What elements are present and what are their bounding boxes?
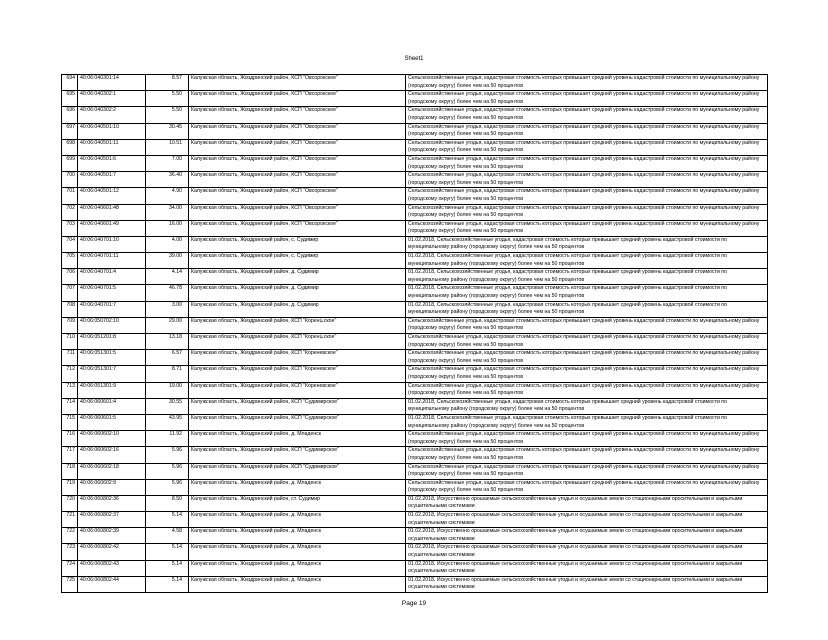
area-cell: 29.00 [146,317,189,333]
cadastral-number-cell: 40:06:040701:10 [78,236,146,252]
cadastral-number-cell: 40:06:040601:49 [78,220,146,236]
table-row [62,495,768,511]
cadastral-number-cell: 40:06:051301:7 [78,366,146,382]
address-cell: Калужская область, Жиздринский район, КСП "Судимирское" [189,414,406,430]
table-body [62,75,768,593]
row-number-cell: 717 [62,447,78,463]
address-cell: Калужская область, Жиздринский район, д. Судимир [189,285,406,301]
row-number-cell: 706 [62,269,78,285]
table-row [62,398,768,414]
row-number-cell: 719 [62,479,78,495]
cadastral-number-cell: 40:06:051201:8 [78,334,146,350]
cadastral-number-cell: 40:06:040302:2 [78,107,146,123]
area-cell: 10.51 [146,139,189,155]
cadastral-number-cell: 40:06:060602:16 [78,447,146,463]
cadastral-number-cell: 40:06:060802:44 [78,576,146,592]
area-cell: 4.00 [146,236,189,252]
row-number-cell: 725 [62,576,78,592]
area-cell: 6.57 [146,350,189,366]
row-number-cell: 721 [62,512,78,528]
table-row [62,544,768,560]
row-number-cell: 723 [62,544,78,560]
address-cell: Калужская область, Жиздринский район, КСП "Коренևское" [189,317,406,333]
area-cell: 7.00 [146,155,189,171]
cadastral-number-cell: 40:06:060802:37 [78,512,146,528]
area-cell: 5.14 [146,576,189,592]
land-use-cell: 01.02.2018, Сельскохозяйственные угодья, кадастровая стоимость которых превышает средний уровень кадастровой стоимости по муниципальному району (городскому округу) более чем на 50 процентов [406,253,768,269]
land-use-cell: Сельскохозяйственные угодья, кадастровая стоимость которых превышает средний уровень кадастровой стоимости по муниципальному району (городскому округу) более чем на 50 процентов [406,123,768,139]
cadastral-number-cell: 40:06:060802:36 [78,495,146,511]
address-cell: Калужская область, Жиздринский район, ст. Судимир [189,495,406,511]
table-row [62,91,768,107]
land-use-cell: 01.02.2018, Сельскохозяйственные угодья, кадастровая стоимость которых превышает средний уровень кадастровой стоимости по муниципальному району (городскому округу) более чем на 50 процентов [406,269,768,285]
row-number-cell: 710 [62,334,78,350]
cadastral-number-cell: 40:06:040701:5 [78,285,146,301]
land-use-cell: Сельскохозяйственные угодья, кадастровая стоимость которых превышает средний уровень кадастровой стоимости по муниципальному району (городскому округу) более чем на 50 процентов [406,188,768,204]
land-use-cell: 01.02.2018, Сельскохозяйственные угодья, кадастровая стоимость которых превышает средний уровень кадастровой стоимости по муниципальному району (городскому округу) более чем на 50 процентов [406,301,768,317]
address-cell: Калужская область, Жиздринский район, д. Младенск [189,544,406,560]
area-cell: 43.95 [146,414,189,430]
table-row [62,382,768,398]
land-use-cell: 01.02.2018, Сельскохозяйственные угодья, кадастровая стоимость которых превышает средний уровень кадастровой стоимости по муниципальному району (городскому округу) более чем на 50 процентов [406,398,768,414]
area-cell: 8.57 [146,75,189,91]
land-use-cell: 01.02.2018, Искусственно орошаемые сельскохозяйственные угодья и осушаемые земли со стационарными оросительными и закрытыми осушительными системами [406,576,768,592]
land-use-cell: Сельскохозяйственные угодья, кадастровая стоимость которых превышает средний уровень кадастровой стоимости по муниципальному району (городскому округу) более чем на 50 процентов [406,334,768,350]
table-row [62,512,768,528]
area-cell: 11.92 [146,431,189,447]
row-number-cell: 714 [62,398,78,414]
land-use-cell: 01.02.2018, Сельскохозяйственные угодья, кадастровая стоимость которых превышает средний уровень кадастровой стоимости по муниципальному району (городскому округу) более чем на 50 процентов [406,285,768,301]
address-cell: Калужская область, Жиздринский район, д. Младенск [189,576,406,592]
address-cell: Калужская область, Жиздринский район, д. Младенск [189,479,406,495]
cadastral-number-cell: 40:06:060602:9 [78,479,146,495]
table-row [62,431,768,447]
table-row [62,350,768,366]
area-cell: 8.71 [146,366,189,382]
row-number-cell: 699 [62,155,78,171]
address-cell: Калужская область, Жиздринский район, КСП "Овсорокское" [189,155,406,171]
address-cell: Калужская область, Жиздринский район, КСП "Кореневское" [189,366,406,382]
row-number-cell: 715 [62,414,78,430]
cadastral-number-cell: 40:06:040501:10 [78,123,146,139]
land-use-cell: Сельскохозяйственные угодья, кадастровая стоимость которых превышает средний уровень кадастровой стоимости по муниципальному району (городскому округу) более чем на 50 процентов [406,479,768,495]
area-cell: 19.00 [146,382,189,398]
address-cell: Калужская область, Жиздринский район, КСП "Овсорокское" [189,107,406,123]
table-row [62,123,768,139]
land-use-cell: Сельскохозяйственные угодья, кадастровая стоимость которых превышает средний уровень кадастровой стоимости по муниципальному району (городскому округу) более чем на 50 процентов [406,204,768,220]
land-use-cell: Сельскохозяйственные угодья, кадастровая стоимость которых превышает средний уровень кадастровой стоимости по муниципальному району (городскому округу) более чем на 50 процентов [406,107,768,123]
area-cell: 5.96 [146,463,189,479]
cadastral-number-cell: 40:06:060601:4 [78,398,146,414]
row-number-cell: 694 [62,75,78,91]
land-use-cell: Сельскохозяйственные угодья, кадастровая стоимость которых превышает средний уровень кадастровой стоимости по муниципальному району (городскому округу) более чем на 50 процентов [406,220,768,236]
area-cell: 8.50 [146,495,189,511]
address-cell: Калужская область, Жиздринский район, д. Судимир [189,269,406,285]
area-cell: 4.90 [146,188,189,204]
cadastral-number-cell: 40:06:040701:4 [78,269,146,285]
address-cell: Калужская область, Жиздринский район, КСП "Овсорокское" [189,75,406,91]
address-cell: Калужская область, Жиздринский район, КСП "Кореневское" [189,382,406,398]
area-cell: 5.14 [146,512,189,528]
table-row [62,220,768,236]
cadastral-number-cell: 40:06:040701:7 [78,301,146,317]
cadastral-number-cell: 40:06:040302:1 [78,91,146,107]
cadastral-number-cell: 40:06:050702:10 [78,317,146,333]
land-use-cell: Сельскохозяйственные угодья, кадастровая стоимость которых превышает средний уровень кадастровой стоимости по муниципальному району (городскому округу) более чем на 50 процентов [406,382,768,398]
row-number-cell: 709 [62,317,78,333]
area-cell: 46.78 [146,285,189,301]
row-number-cell: 696 [62,107,78,123]
data-table [61,74,768,593]
area-cell: 5.50 [146,91,189,107]
table-row [62,75,768,91]
table-row [62,188,768,204]
area-cell: 5.96 [146,447,189,463]
address-cell: Калужская область, Жиздринский район, с. Судимир [189,236,406,252]
area-cell: 30.55 [146,398,189,414]
table-row [62,334,768,350]
row-number-cell: 700 [62,172,78,188]
area-cell: 16.00 [146,220,189,236]
address-cell: Калужская область, Жиздринский район, КСП "Овсорокское" [189,188,406,204]
row-number-cell: 712 [62,366,78,382]
address-cell: Калужская область, Жиздринский район, КСП "Овсорокское" [189,220,406,236]
table-row [62,463,768,479]
land-use-cell: 01.02.2018, Искусственно орошаемые сельскохозяйственные угодья и осушаемые земли со стационарными оросительными и закрытыми осушительными системами [406,560,768,576]
row-number-cell: 718 [62,463,78,479]
row-number-cell: 722 [62,528,78,544]
land-use-cell: Сельскохозяйственные угодья, кадастровая стоимость которых превышает средний уровень кадастровой стоимости по муниципальному району (городскому округу) более чем на 50 процентов [406,350,768,366]
cadastral-number-cell: 40:06:040501:12 [78,188,146,204]
area-cell: 3.00 [146,301,189,317]
land-use-cell: 01.02.2018, Сельскохозяйственные угодья, кадастровая стоимость которых превышает средний уровень кадастровой стоимости по муниципальному району (городскому округу) более чем на 50 процентов [406,236,768,252]
table-row [62,269,768,285]
row-number-cell: 711 [62,350,78,366]
address-cell: Калужская область, Жиздринский район, КСП "Овсорокское" [189,139,406,155]
cadastral-number-cell: 40:06:040501:11 [78,139,146,155]
page-number: Page 19 [401,600,427,607]
cadastral-number-cell: 40:06:060802:39 [78,528,146,544]
address-cell: Калужская область, Жиздринский район, КСП "Овсорокское" [189,204,406,220]
row-number-cell: 703 [62,220,78,236]
cadastral-number-cell: 40:06:060602:10 [78,431,146,447]
row-number-cell: 707 [62,285,78,301]
table-row [62,414,768,430]
address-cell: Калужская область, Жиздринский район, д. Младенск [189,431,406,447]
table-row [62,172,768,188]
cadastral-number-cell: 40:06:060802:42 [78,544,146,560]
table-row [62,204,768,220]
cadastral-number-cell: 40:06:060802:43 [78,560,146,576]
row-number-cell: 702 [62,204,78,220]
cadastral-number-cell: 40:06:040601:48 [78,204,146,220]
address-cell: Калужская область, Жиздринский район, КСП "Овсорокское" [189,172,406,188]
address-cell: Калужская область, Жиздринский район, КСП "Овсорокское" [189,123,406,139]
area-cell: 4.58 [146,528,189,544]
address-cell: Калужская область, Жиздринский район, КСП "Коренևское" [189,334,406,350]
land-use-cell: Сельскохозяйственные угодья, кадастровая стоимость которых превышает средний уровень кадастровой стоимости по муниципальному району (городскому округу) более чем на 50 процентов [406,91,768,107]
area-cell: 39.00 [146,253,189,269]
address-cell: Калужская область, Жиздринский район, д. Младенск [189,528,406,544]
land-use-cell: Сельскохозяйственные угодья, кадастровая стоимость которых превышает средний уровень кадастровой стоимости по муниципальному району (городскому округу) более чем на 50 процентов [406,366,768,382]
table-row [62,479,768,495]
address-cell: Калужская область, Жиздринский район, д. Судимир [189,301,406,317]
sheet-title: Sheet1 [404,56,424,62]
row-number-cell: 713 [62,382,78,398]
address-cell: Калужская область, Жиздринский район, КСП "Кореневское" [189,350,406,366]
table-row [62,107,768,123]
land-use-cell: 01.02.2018, Искусственно орошаемые сельскохозяйственные угодья и осушаемые земли со стационарными оросительными и закрытыми осушительными системами [406,528,768,544]
land-use-cell: Сельскохозяйственные угодья, кадастровая стоимость которых превышает средний уровень кадастровой стоимости по муниципальному району (городскому округу) более чем на 50 процентов [406,463,768,479]
address-cell: Калужская область, Жиздринский район, д. Младенск [189,512,406,528]
row-number-cell: 701 [62,188,78,204]
address-cell: Калужская область, Жиздринский район, с. Судимир [189,253,406,269]
address-cell: Калужская область, Жиздринский район, д. Младенск [189,560,406,576]
row-number-cell: 708 [62,301,78,317]
row-number-cell: 704 [62,236,78,252]
area-cell: 36.40 [146,172,189,188]
land-use-cell: Сельскохозяйственные угодья, кадастровая стоимость которых превышает средний уровень кадастровой стоимости по муниципальному району (городскому округу) более чем на 50 процентов [406,447,768,463]
cadastral-number-cell: 40:06:040501:7 [78,172,146,188]
land-use-cell: Сельскохозяйственные угодья, кадастровая стоимость которых превышает средний уровень кадастровой стоимости по муниципальному району (городскому округу) более чем на 50 процентов [406,139,768,155]
table-row [62,366,768,382]
table-row [62,285,768,301]
row-number-cell: 695 [62,91,78,107]
land-use-cell: 01.02.2018, Искусственно орошаемые сельскохозяйственные угодья и осушаемые земли со стационарными оросительными и закрытыми осушительными системами [406,544,768,560]
area-cell: 4.14 [146,269,189,285]
row-number-cell: 705 [62,253,78,269]
table-row [62,139,768,155]
table-row [62,155,768,171]
land-use-cell: Сельскохозяйственные угодья, кадастровая стоимость которых превышает средний уровень кадастровой стоимости по муниципальному району (городскому округу) более чем на 50 процентов [406,155,768,171]
row-number-cell: 716 [62,431,78,447]
land-use-cell: 01.02.2018, Сельскохозяйственные угодья, кадастровая стоимость которых превышает средний уровень кадастровой стоимости по муниципальному району (городскому округу) более чем на 50 процентов [406,414,768,430]
land-use-cell: 01.02.2018, Искусственно орошаемые сельскохозяйственные угодья и осушаемые земли со стационарными оросительными и закрытыми осушительными системами [406,495,768,511]
cadastral-number-cell: 40:06:040501:6 [78,155,146,171]
cadastral-number-cell: 40:06:051301:5 [78,350,146,366]
land-use-cell: Сельскохозяйственные угодья, кадастровая стоимость которых превышает средний уровень кадастровой стоимости по муниципальному району (городскому округу) более чем на 50 процентов [406,75,768,91]
area-cell: 34.00 [146,204,189,220]
address-cell: Калужская область, Жиздринский район, КСП "Судимирское" [189,463,406,479]
land-use-cell: 01.02.2018, Искусственно орошаемые сельскохозяйственные угодья и осушаемые земли со стационарными оросительными и закрытыми осушительными системами [406,512,768,528]
area-cell: 5.50 [146,107,189,123]
area-cell: 30.45 [146,123,189,139]
table-row [62,576,768,592]
cadastral-number-cell: 40:06:060602:18 [78,463,146,479]
cadastral-number-cell: 40:06:060601:5 [78,414,146,430]
table-row [62,317,768,333]
row-number-cell: 698 [62,139,78,155]
address-cell: Калужская область, Жиздринский район, КСП "Судимирское" [189,447,406,463]
address-cell: Калужская область, Жиздринский район, КСП "Судимирское" [189,398,406,414]
row-number-cell: 724 [62,560,78,576]
area-cell: 13.18 [146,334,189,350]
table-row [62,253,768,269]
cadastral-number-cell: 40:06:040701:11 [78,253,146,269]
table-row [62,447,768,463]
row-number-cell: 697 [62,123,78,139]
table-row [62,560,768,576]
area-cell: 5.14 [146,544,189,560]
land-use-cell: Сельскохозяйственные угодья, кадастровая стоимость которых превышает средний уровень кадастровой стоимости по муниципальному району (городскому округу) более чем на 50 процентов [406,317,768,333]
table-row [62,528,768,544]
address-cell: Калужская область, Жиздринский район, КСП "Овсорокское" [189,91,406,107]
row-number-cell: 720 [62,495,78,511]
cadastral-number-cell: 40:06:040301:14 [78,75,146,91]
area-cell: 5.96 [146,479,189,495]
area-cell: 5.14 [146,560,189,576]
table-row [62,301,768,317]
land-use-cell: Сельскохозяйственные угодья, кадастровая стоимость которых превышает средний уровень кадастровой стоимости по муниципальному району (городскому округу) более чем на 50 процентов [406,172,768,188]
land-use-cell: Сельскохозяйственные угодья, кадастровая стоимость которых превышает средний уровень кадастровой стоимости по муниципальному району (городскому округу) более чем на 50 процентов [406,431,768,447]
table-row [62,236,768,252]
cadastral-number-cell: 40:06:051301:9 [78,382,146,398]
